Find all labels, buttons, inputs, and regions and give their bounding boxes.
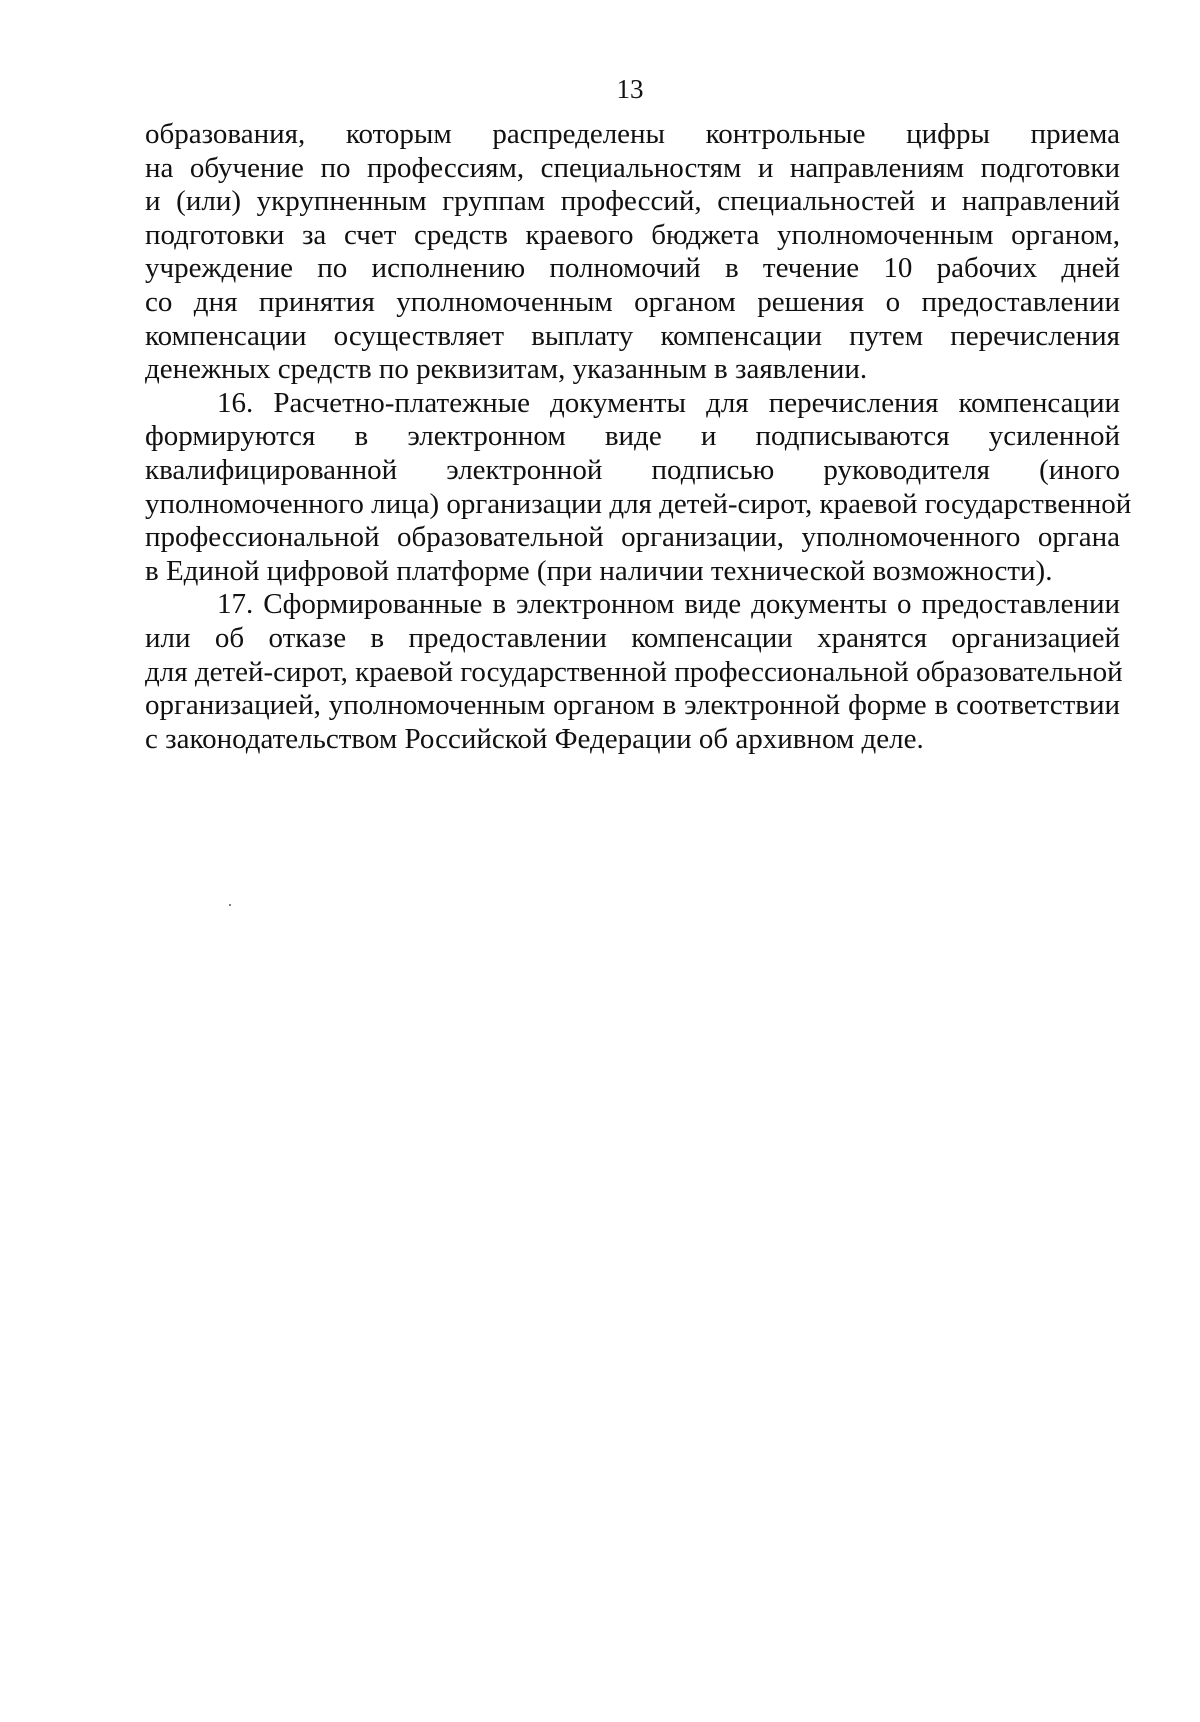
text-line: образования, которым распределены контрольные цифры приема [145,118,1120,150]
text-line: профессиональной образовательной организации, уполномоченного органа [145,521,1120,554]
text-line: на обучение по профессиям, специальностям и направлениям подготовки [145,151,1120,184]
page-number: 13 [616,74,644,104]
text-line: со дня принятия уполномоченным органом решения о предоставлении [145,285,1120,318]
text-line: или об отказе в предоставлении компенсации хранятся организацией [145,621,1120,654]
text-line: и (или) укрупненным группам профессий, специальностей и направлений [145,185,1120,218]
text-line: компенсации осуществляет выплату компенсации путем перечисления [145,319,1120,352]
paragraph-continuation [145,118,1120,387]
paragraph-16 [145,386,1132,589]
text-line: 17. Сформированные в электронном виде документы о предоставлении [217,588,1120,621]
text-line: 16. Расчетно-платежные документы для перечисления компенсации [217,386,1120,419]
text-line: квалифицированной электронной подписью руководителя (иного [145,453,1120,486]
text-line: денежных средств по реквизитам, указанным в заявлении. [145,353,868,386]
scan-speck [229,904,231,906]
text-line: организацией, уполномоченным органом в электронной форме в соответствии [145,689,1120,722]
text-line: подготовки за счет средств краевого бюджета уполномоченным органом, [145,218,1120,251]
text-line: для детей-сирот, краевой государственной профессиональной образовательной [145,655,1123,688]
document-body [145,118,1132,756]
text-line: учреждение по исполнению полномочий в течение 10 рабочих дней [145,252,1120,285]
text-line: уполномоченного лица) организации для детей-сирот, краевой государственной [145,487,1132,520]
text-line: с законодательством Российской Федерации об архивном деле. [145,722,924,755]
paragraph-17 [145,588,1123,756]
text-line: формируются в электронном виде и подписываются усиленной [145,420,1120,453]
text-line: в Единой цифровой платформе (при наличии технической возможности). [145,554,1053,587]
